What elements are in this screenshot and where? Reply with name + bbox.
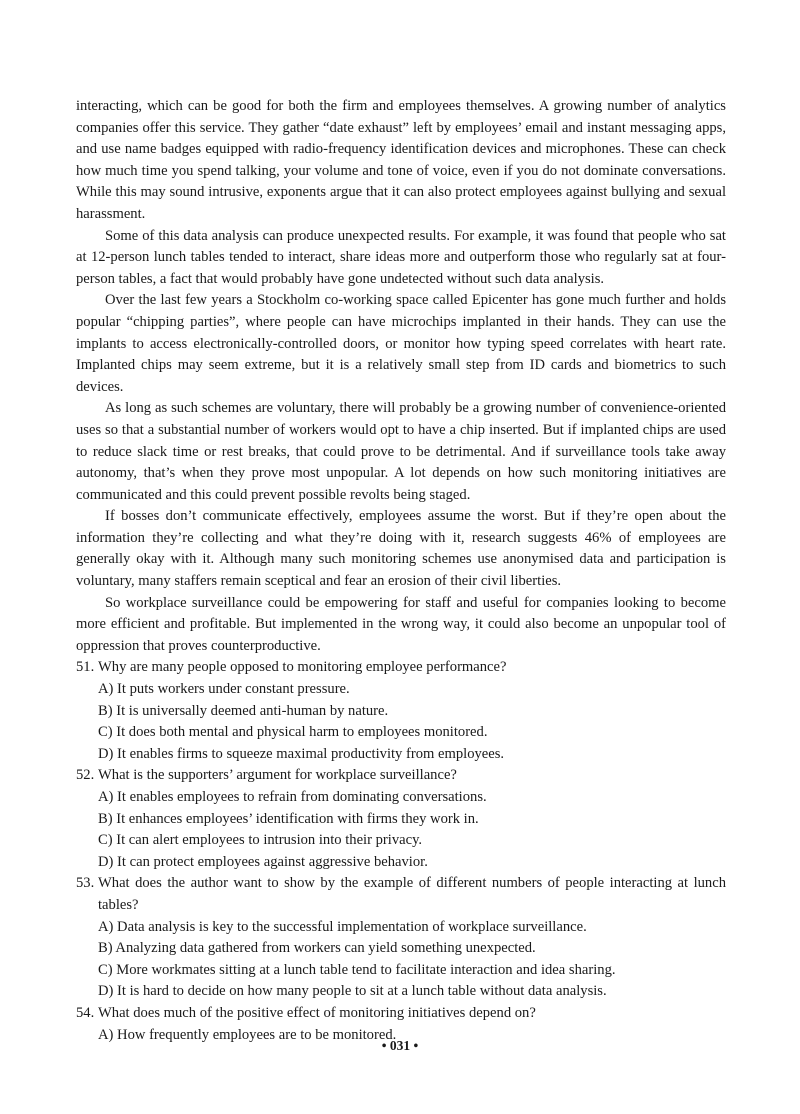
answer-option-b: B) Analyzing data gathered from workers can yield something unexpected. (98, 940, 536, 957)
question-text: What does the author want to show by the example of different numbers of people interacting at lunch tables? (98, 875, 726, 913)
answer-option-b: B) It enhances employees’ identification with firms they work in. (98, 810, 479, 827)
answer-option-d: D) It is hard to decide on how many people to sit at a lunch table without data analysis. (98, 983, 607, 1000)
question-stem (76, 873, 726, 916)
passage-paragraph: If bosses don’t communicate effectively, employees assume the worst. But if they’re open about the information they’re collecting and what they’re doing with it, research suggests 46% of employees are generally okay with it. Although many such monitoring schemes use anonymised data and participation is voluntary, many staffers remain sceptical and fear an erosion of their civil liberties. (76, 508, 726, 590)
question-text: What is the supporters’ argument for workplace surveillance? (98, 767, 457, 784)
answer-options (76, 679, 726, 765)
question-51 (76, 657, 726, 765)
answer-options (76, 787, 726, 873)
answer-option-c: C) More workmates sitting at a lunch table tend to facilitate interaction and idea sharing. (98, 961, 616, 978)
reading-passage (76, 96, 726, 657)
question-53 (76, 873, 726, 1003)
passage-paragraph: Some of this data analysis can produce unexpected results. For example, it was found that people who sat at 12-person lunch tables tended to interact, share ideas more and outperform those who regularly sat at four-person tables, a fact that would probably have gone undetected without such data analysis. (76, 227, 726, 287)
answer-option-c: C) It does both mental and physical harm to employees monitored. (98, 724, 488, 741)
document-page (76, 96, 726, 1046)
question-text: What does much of the positive effect of monitoring initiatives depend on? (98, 1004, 536, 1021)
answer-option-a: A) How frequently employees are to be monitored. (98, 1026, 397, 1043)
answer-options (76, 917, 726, 1003)
answer-option-a: A) It enables employees to refrain from dominating conversations. (98, 789, 487, 805)
question-number: 51. (76, 659, 95, 676)
question-52 (76, 765, 726, 873)
question-list (76, 657, 726, 1046)
answer-option-b: B) It is universally deemed anti-human by nature. (98, 702, 389, 719)
question-number: 54. (76, 1004, 95, 1021)
question-stem (76, 657, 726, 679)
answer-option-d: D) It enables firms to squeeze maximal productivity from employees. (98, 745, 505, 762)
passage-paragraph: So workplace surveillance could be empowering for staff and useful for companies looking to become more efficient and profitable. But implemented in the wrong way, it could also become an unpopular tool of oppression that proves counterproductive. (76, 594, 726, 654)
question-number: 52. (76, 767, 95, 784)
question-stem (76, 765, 726, 787)
answer-option-a: A) Data analysis is key to the successful implementation of workplace surveillance. (98, 918, 587, 935)
answer-option-d: D) It can protect employees against aggressive behavior. (98, 853, 428, 870)
answer-option-c: C) It can alert employees to intrusion into their privacy. (98, 832, 423, 849)
question-text: Why are many people opposed to monitoring employee performance? (98, 659, 507, 676)
answer-option-a: A) It puts workers under constant pressure. (98, 681, 350, 698)
passage-paragraph: As long as such schemes are voluntary, there will probably be a growing number of convenience-oriented uses so that a substantial number of workers would opt to have a chip inserted. But if implanted chips are used to reduce slack time or rest breaks, that could prove to be detrimental. And if surveillance tools take away autonomy, that’s when they prove most unpopular. A lot depends on how such monitoring initiatives are communicated and this could prevent possible revolts being staged. (76, 400, 726, 503)
question-stem (76, 1003, 726, 1025)
passage-paragraph: interacting, which can be good for both the firm and employees themselves. A growing number of analytics companies offer this service. They gather “date exhaust” left by employees’ email and instant messaging apps, and use name badges equipped with radio-frequency identification devices and microphones. These can check how much time you spend talking, your volume and tone of voice, even if you do not dominate conversations. While this may sound intrusive, exponents argue that it can also protect employees against bullying and sexual harassment. (76, 98, 726, 222)
question-number: 53. (76, 875, 95, 892)
passage-paragraph: Over the last few years a Stockholm co-working space called Epicenter has gone much further and holds popular “chipping parties”, where people can have microchips implanted in their hands. They can use the implants to access electronically-controlled doors, or monitor how typing speed correlates with heart rate. Implanted chips may seem extreme, but it is a relatively small step from ID cards and biometrics to such devices. (76, 292, 726, 395)
page-number: • 031 • (381, 1038, 419, 1053)
